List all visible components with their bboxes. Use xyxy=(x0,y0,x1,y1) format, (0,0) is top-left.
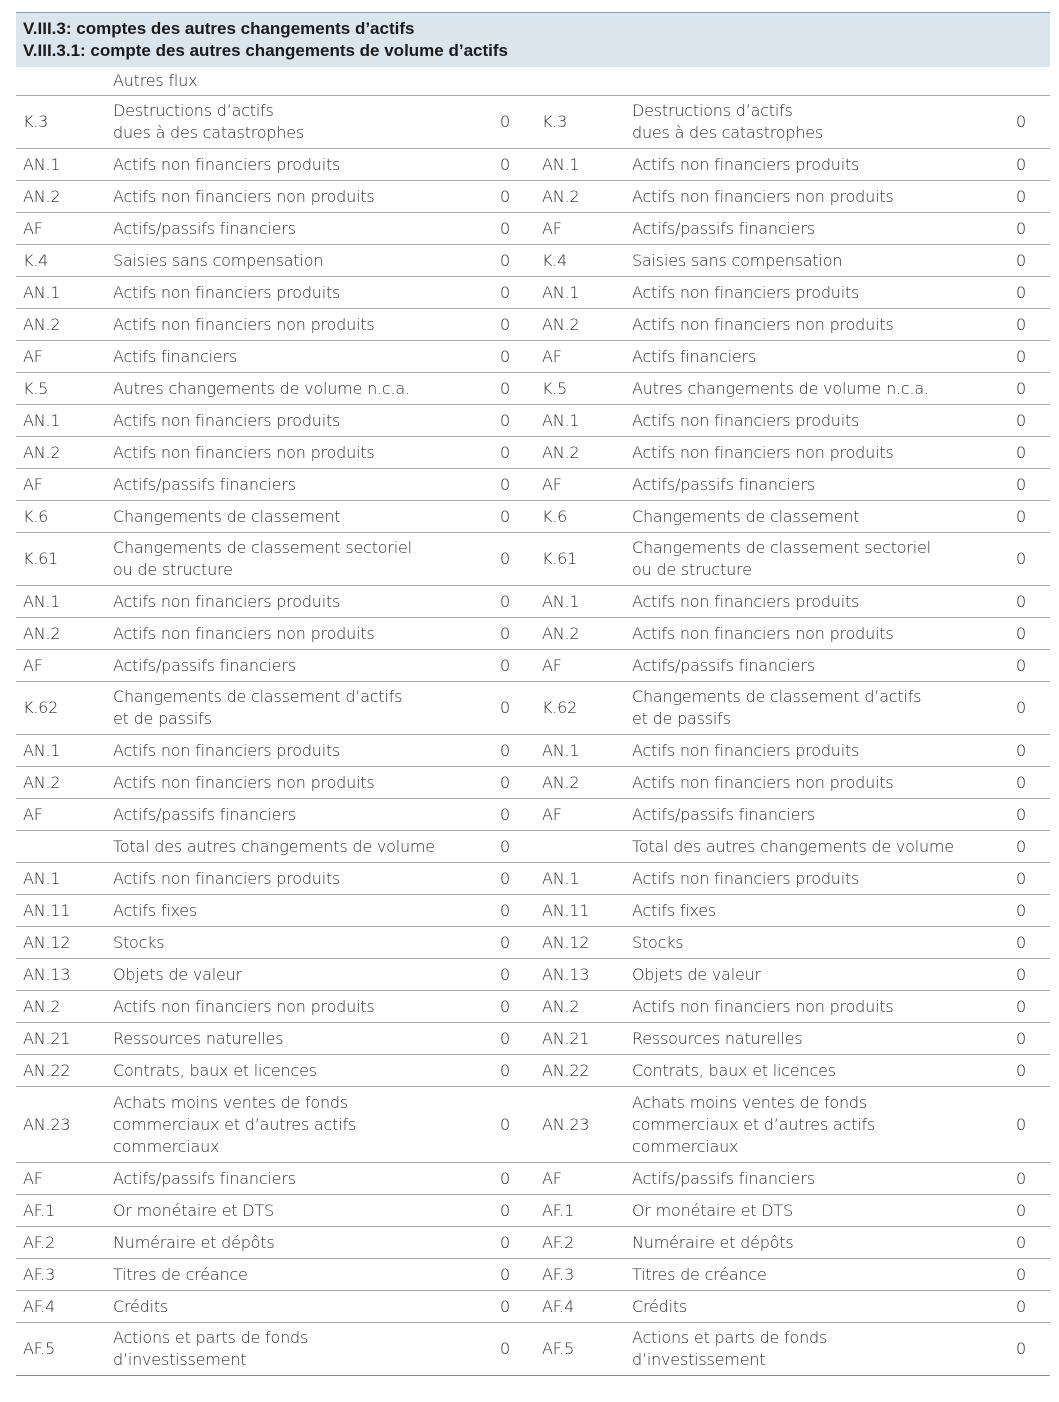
label-cell: Actifs non financiers produits xyxy=(113,405,475,437)
value-cell-right: 0 xyxy=(992,1323,1050,1376)
table-row xyxy=(16,650,1050,682)
subsection-title: V.III.3.1: compte des autres changements de volume d’actifs xyxy=(23,41,508,60)
table-row xyxy=(16,341,1050,373)
value-cell: 0 xyxy=(475,1195,535,1227)
table-row xyxy=(16,213,1050,245)
label-cell xyxy=(632,67,992,96)
label-cell: Actifs financiers xyxy=(113,341,475,373)
label-cell: Actifs/passifs financiers xyxy=(113,650,475,682)
code-cell: AN.23 xyxy=(16,1087,113,1163)
code-cell: AF xyxy=(16,469,113,501)
value-cell: 0 xyxy=(475,1259,535,1291)
code-cell: AF.3 xyxy=(16,1259,113,1291)
code-cell: AN.1 xyxy=(16,735,113,767)
code-cell-right: AN.1 xyxy=(535,277,632,309)
table-row xyxy=(16,1195,1050,1227)
code-cell: AF.2 xyxy=(16,1227,113,1259)
code-cell xyxy=(16,831,113,863)
code-cell: AF xyxy=(16,341,113,373)
label-cell: Actifs non financiers produits xyxy=(113,863,475,895)
value-cell: 0 xyxy=(475,469,535,501)
code-cell: AN.1 xyxy=(16,149,113,181)
code-cell-right: AN.1 xyxy=(535,863,632,895)
table-row xyxy=(16,245,1050,277)
code-cell-right: AN.1 xyxy=(535,149,632,181)
label-cell-right: Actifs non financiers non produits xyxy=(632,991,992,1023)
code-cell: AN.1 xyxy=(16,586,113,618)
value-cell-right: 0 xyxy=(992,501,1050,533)
label-cell-right: Or monétaire et DTS xyxy=(632,1195,992,1227)
value-cell: 0 xyxy=(475,213,535,245)
code-cell: AN.22 xyxy=(16,1055,113,1087)
code-cell-right: AF.3 xyxy=(535,1259,632,1291)
code-cell: AN.2 xyxy=(16,309,113,341)
table-row xyxy=(16,309,1050,341)
value-cell: 0 xyxy=(475,341,535,373)
label-cell-right: Actifs non financiers non produits xyxy=(632,437,992,469)
code-cell-right: AN.13 xyxy=(535,959,632,991)
table-row xyxy=(16,959,1050,991)
code-cell: AN.1 xyxy=(16,405,113,437)
value-cell: 0 xyxy=(475,373,535,405)
value-cell: 0 xyxy=(475,895,535,927)
code-cell: AF xyxy=(16,1163,113,1195)
value-cell-right: 0 xyxy=(992,1055,1050,1087)
value-cell: 0 xyxy=(475,149,535,181)
table-row xyxy=(16,405,1050,437)
value-cell: 0 xyxy=(475,682,535,735)
table-row xyxy=(16,1227,1050,1259)
value-cell-right: 0 xyxy=(992,533,1050,586)
value-cell: 0 xyxy=(475,309,535,341)
table-row xyxy=(16,831,1050,863)
table-row xyxy=(16,277,1050,309)
value-cell: 0 xyxy=(475,277,535,309)
label-cell-right: Contrats, baux et licences xyxy=(632,1055,992,1087)
table-row xyxy=(16,1055,1050,1087)
label-cell-right: Total des autres changements de volume xyxy=(632,831,992,863)
label-cell-right: Crédits xyxy=(632,1291,992,1323)
table-row xyxy=(16,373,1050,405)
label-cell: Actifs non financiers non produits xyxy=(113,767,475,799)
label-cell: Objets de valeur xyxy=(113,959,475,991)
label-cell-right: Actifs non financiers produits xyxy=(632,735,992,767)
code-cell: AF xyxy=(16,799,113,831)
accounts-table xyxy=(16,67,1050,1376)
value-cell: 0 xyxy=(475,533,535,586)
value-cell: 0 xyxy=(475,799,535,831)
code-cell-right: AN.2 xyxy=(535,181,632,213)
value-cell-right: 0 xyxy=(992,586,1050,618)
value-cell: 0 xyxy=(475,650,535,682)
value-cell: 0 xyxy=(475,1323,535,1376)
label-cell-right: Actifs non financiers non produits xyxy=(632,309,992,341)
value-cell-right: 0 xyxy=(992,735,1050,767)
value-cell-right: 0 xyxy=(992,149,1050,181)
label-cell: Actifs non financiers non produits xyxy=(113,437,475,469)
code-cell-right: AN.2 xyxy=(535,991,632,1023)
code-cell-right: AN.1 xyxy=(535,586,632,618)
code-cell: AN.2 xyxy=(16,618,113,650)
code-cell-right: AN.22 xyxy=(535,1055,632,1087)
value-cell-right: 0 xyxy=(992,863,1050,895)
label-cell: Ressources naturelles xyxy=(113,1023,475,1055)
value-cell: 0 xyxy=(475,1291,535,1323)
label-cell: Or monétaire et DTS xyxy=(113,1195,475,1227)
value-cell: 0 xyxy=(475,959,535,991)
code-cell: AN.2 xyxy=(16,181,113,213)
code-cell: AF.5 xyxy=(16,1323,113,1376)
table-row xyxy=(16,927,1050,959)
label-cell-right: Saisies sans compensation xyxy=(632,245,992,277)
code-cell: K.4 xyxy=(16,245,113,277)
label-cell: Actions et parts de fonds d’investissement xyxy=(113,1323,475,1376)
code-cell-right xyxy=(535,831,632,863)
code-cell-right: AF xyxy=(535,469,632,501)
code-cell-right: AN.2 xyxy=(535,309,632,341)
value-cell-right: 0 xyxy=(992,959,1050,991)
label-cell-right: Numéraire et dépôts xyxy=(632,1227,992,1259)
code-cell-right: AF xyxy=(535,650,632,682)
table-row xyxy=(16,586,1050,618)
value-cell-right: 0 xyxy=(992,277,1050,309)
value-cell: 0 xyxy=(475,1087,535,1163)
code-cell-right: AN.1 xyxy=(535,405,632,437)
code-cell: AF.1 xyxy=(16,1195,113,1227)
label-cell-right: Actifs financiers xyxy=(632,341,992,373)
code-cell-right: K.5 xyxy=(535,373,632,405)
label-cell-right: Actifs non financiers produits xyxy=(632,405,992,437)
table-row xyxy=(16,149,1050,181)
value-cell-right: 0 xyxy=(992,1259,1050,1291)
label-cell: Actifs non financiers non produits xyxy=(113,618,475,650)
label-cell: Actifs non financiers produits xyxy=(113,735,475,767)
value-cell-right: 0 xyxy=(992,469,1050,501)
value-cell-right: 0 xyxy=(992,245,1050,277)
value-cell xyxy=(475,67,535,96)
label-cell: Autres changements de volume n.c.a. xyxy=(113,373,475,405)
value-cell: 0 xyxy=(475,1055,535,1087)
label-cell-right: Achats moins ventes de fonds commerciaux et d’autres actifs commerciaux xyxy=(632,1087,992,1163)
value-cell: 0 xyxy=(475,437,535,469)
value-cell: 0 xyxy=(475,96,535,149)
code-cell: AN.1 xyxy=(16,277,113,309)
code-cell: AN.1 xyxy=(16,863,113,895)
label-cell: Actifs non financiers non produits xyxy=(113,309,475,341)
label-cell: Actifs/passifs financiers xyxy=(113,469,475,501)
label-cell: Saisies sans compensation xyxy=(113,245,475,277)
value-cell: 0 xyxy=(475,618,535,650)
code-cell: AN.2 xyxy=(16,767,113,799)
label-cell: Achats moins ventes de fonds commerciaux et d’autres actifs commerciaux xyxy=(113,1087,475,1163)
code-cell: AN.13 xyxy=(16,959,113,991)
value-cell-right: 0 xyxy=(992,96,1050,149)
code-cell-right: AN.2 xyxy=(535,767,632,799)
label-cell: Destructions d’actifs dues à des catastrophes xyxy=(113,96,475,149)
code-cell-right: K.61 xyxy=(535,533,632,586)
label-cell: Actifs/passifs financiers xyxy=(113,213,475,245)
code-cell-right: AF.4 xyxy=(535,1291,632,1323)
code-cell-right: AN.1 xyxy=(535,735,632,767)
label-cell-right: Actifs/passifs financiers xyxy=(632,469,992,501)
code-cell-right: AF xyxy=(535,799,632,831)
label-cell: Actifs non financiers non produits xyxy=(113,991,475,1023)
label-cell: Actifs non financiers produits xyxy=(113,277,475,309)
code-cell: AN.21 xyxy=(16,1023,113,1055)
label-cell: Changements de classement d’actifs et de passifs xyxy=(113,682,475,735)
code-cell-right: AF.5 xyxy=(535,1323,632,1376)
value-cell-right: 0 xyxy=(992,181,1050,213)
value-cell-right: 0 xyxy=(992,650,1050,682)
label-cell: Actifs non financiers produits xyxy=(113,586,475,618)
code-cell xyxy=(535,67,632,96)
label-cell-right: Ressources naturelles xyxy=(632,1023,992,1055)
table-row xyxy=(16,618,1050,650)
label-cell-right: Actifs non financiers produits xyxy=(632,277,992,309)
code-cell-right: AN.12 xyxy=(535,927,632,959)
value-cell: 0 xyxy=(475,831,535,863)
value-cell: 0 xyxy=(475,991,535,1023)
code-cell: AN.11 xyxy=(16,895,113,927)
code-cell-right: AF xyxy=(535,213,632,245)
code-cell: AF xyxy=(16,650,113,682)
code-cell-right: AF.2 xyxy=(535,1227,632,1259)
document xyxy=(16,12,1050,1376)
section-header xyxy=(16,12,1050,67)
label-cell-right: Changements de classement sectoriel ou de structure xyxy=(632,533,992,586)
code-cell: AN.2 xyxy=(16,991,113,1023)
label-cell: Stocks xyxy=(113,927,475,959)
value-cell-right: 0 xyxy=(992,1163,1050,1195)
value-cell: 0 xyxy=(475,245,535,277)
value-cell-right: 0 xyxy=(992,991,1050,1023)
label-cell-right: Changements de classement d’actifs et de passifs xyxy=(632,682,992,735)
label-cell-right: Actifs non financiers non produits xyxy=(632,618,992,650)
label-cell-right: Actifs/passifs financiers xyxy=(632,213,992,245)
label-cell: Titres de créance xyxy=(113,1259,475,1291)
table-row xyxy=(16,735,1050,767)
value-cell-right: 0 xyxy=(992,437,1050,469)
label-cell-right: Actifs non financiers produits xyxy=(632,149,992,181)
code-cell-right: K.4 xyxy=(535,245,632,277)
table-row xyxy=(16,437,1050,469)
value-cell: 0 xyxy=(475,1163,535,1195)
label-cell-right: Actifs non financiers non produits xyxy=(632,181,992,213)
label-cell-right: Actifs fixes xyxy=(632,895,992,927)
value-cell-right: 0 xyxy=(992,799,1050,831)
label-cell: Changements de classement xyxy=(113,501,475,533)
value-cell-right: 0 xyxy=(992,1023,1050,1055)
code-cell: K.61 xyxy=(16,533,113,586)
value-cell-right: 0 xyxy=(992,927,1050,959)
table-row xyxy=(16,767,1050,799)
value-cell-right: 0 xyxy=(992,373,1050,405)
value-cell: 0 xyxy=(475,501,535,533)
label-cell: Actifs non financiers produits xyxy=(113,149,475,181)
table-row xyxy=(16,1291,1050,1323)
table-row xyxy=(16,799,1050,831)
code-cell: AN.12 xyxy=(16,927,113,959)
value-cell-right: 0 xyxy=(992,1291,1050,1323)
value-cell-right: 0 xyxy=(992,1227,1050,1259)
label-cell: Changements de classement sectoriel ou de structure xyxy=(113,533,475,586)
table-row xyxy=(16,895,1050,927)
value-cell-right: 0 xyxy=(992,309,1050,341)
value-cell xyxy=(992,67,1050,96)
label-cell-right: Objets de valeur xyxy=(632,959,992,991)
table-row xyxy=(16,469,1050,501)
code-cell-right: AN.23 xyxy=(535,1087,632,1163)
value-cell-right: 0 xyxy=(992,831,1050,863)
value-cell: 0 xyxy=(475,767,535,799)
table-row xyxy=(16,501,1050,533)
label-cell: Crédits xyxy=(113,1291,475,1323)
column-header-autres-flux: Autres flux xyxy=(113,67,475,96)
value-cell-right: 0 xyxy=(992,213,1050,245)
label-cell: Actifs fixes xyxy=(113,895,475,927)
code-cell-right: K.62 xyxy=(535,682,632,735)
code-cell-right: AN.2 xyxy=(535,618,632,650)
code-cell-right: AF xyxy=(535,1163,632,1195)
code-cell-right: AN.2 xyxy=(535,437,632,469)
code-cell-right: AF xyxy=(535,341,632,373)
table-row xyxy=(16,1163,1050,1195)
value-cell: 0 xyxy=(475,927,535,959)
label-cell: Actifs/passifs financiers xyxy=(113,799,475,831)
label-cell: Numéraire et dépôts xyxy=(113,1227,475,1259)
value-cell-right: 0 xyxy=(992,1087,1050,1163)
label-cell-right: Changements de classement xyxy=(632,501,992,533)
code-cell: AN.2 xyxy=(16,437,113,469)
label-cell-right: Actifs non financiers non produits xyxy=(632,767,992,799)
code-cell xyxy=(16,67,113,96)
table-row xyxy=(16,991,1050,1023)
label-cell-right: Actifs non financiers produits xyxy=(632,586,992,618)
table-row xyxy=(16,1323,1050,1376)
label-cell: Total des autres changements de volume xyxy=(113,831,475,863)
code-cell-right: AN.21 xyxy=(535,1023,632,1055)
code-cell: K.62 xyxy=(16,682,113,735)
value-cell-right: 0 xyxy=(992,895,1050,927)
code-cell-right: K.6 xyxy=(535,501,632,533)
value-cell-right: 0 xyxy=(992,682,1050,735)
label-cell: Contrats, baux et licences xyxy=(113,1055,475,1087)
table-row-header xyxy=(16,67,1050,96)
value-cell-right: 0 xyxy=(992,1195,1050,1227)
table-row xyxy=(16,96,1050,149)
value-cell: 0 xyxy=(475,586,535,618)
label-cell-right: Autres changements de volume n.c.a. xyxy=(632,373,992,405)
label-cell-right: Actifs/passifs financiers xyxy=(632,799,992,831)
table-row xyxy=(16,181,1050,213)
label-cell: Actifs/passifs financiers xyxy=(113,1163,475,1195)
code-cell: K.6 xyxy=(16,501,113,533)
table-row xyxy=(16,533,1050,586)
table-row xyxy=(16,1259,1050,1291)
value-cell: 0 xyxy=(475,181,535,213)
value-cell-right: 0 xyxy=(992,767,1050,799)
value-cell: 0 xyxy=(475,405,535,437)
label-cell-right: Actifs/passifs financiers xyxy=(632,1163,992,1195)
code-cell-right: K.3 xyxy=(535,96,632,149)
label-cell-right: Titres de créance xyxy=(632,1259,992,1291)
code-cell-right: AF.1 xyxy=(535,1195,632,1227)
label-cell-right: Actifs/passifs financiers xyxy=(632,650,992,682)
label-cell-right: Stocks xyxy=(632,927,992,959)
section-title: V.III.3: comptes des autres changements d’actifs xyxy=(23,19,415,38)
code-cell: K.5 xyxy=(16,373,113,405)
label-cell: Actifs non financiers non produits xyxy=(113,181,475,213)
label-cell-right: Destructions d’actifs dues à des catastrophes xyxy=(632,96,992,149)
table-row xyxy=(16,682,1050,735)
value-cell-right: 0 xyxy=(992,341,1050,373)
value-cell-right: 0 xyxy=(992,405,1050,437)
value-cell-right: 0 xyxy=(992,618,1050,650)
value-cell: 0 xyxy=(475,1227,535,1259)
value-cell: 0 xyxy=(475,735,535,767)
table-body xyxy=(16,67,1050,1376)
label-cell-right: Actions et parts de fonds d’investissement xyxy=(632,1323,992,1376)
code-cell: K.3 xyxy=(16,96,113,149)
code-cell: AF.4 xyxy=(16,1291,113,1323)
table-row xyxy=(16,1087,1050,1163)
table-row xyxy=(16,1023,1050,1055)
code-cell: AF xyxy=(16,213,113,245)
value-cell: 0 xyxy=(475,863,535,895)
label-cell-right: Actifs non financiers produits xyxy=(632,863,992,895)
code-cell-right: AN.11 xyxy=(535,895,632,927)
value-cell: 0 xyxy=(475,1023,535,1055)
table-row xyxy=(16,863,1050,895)
